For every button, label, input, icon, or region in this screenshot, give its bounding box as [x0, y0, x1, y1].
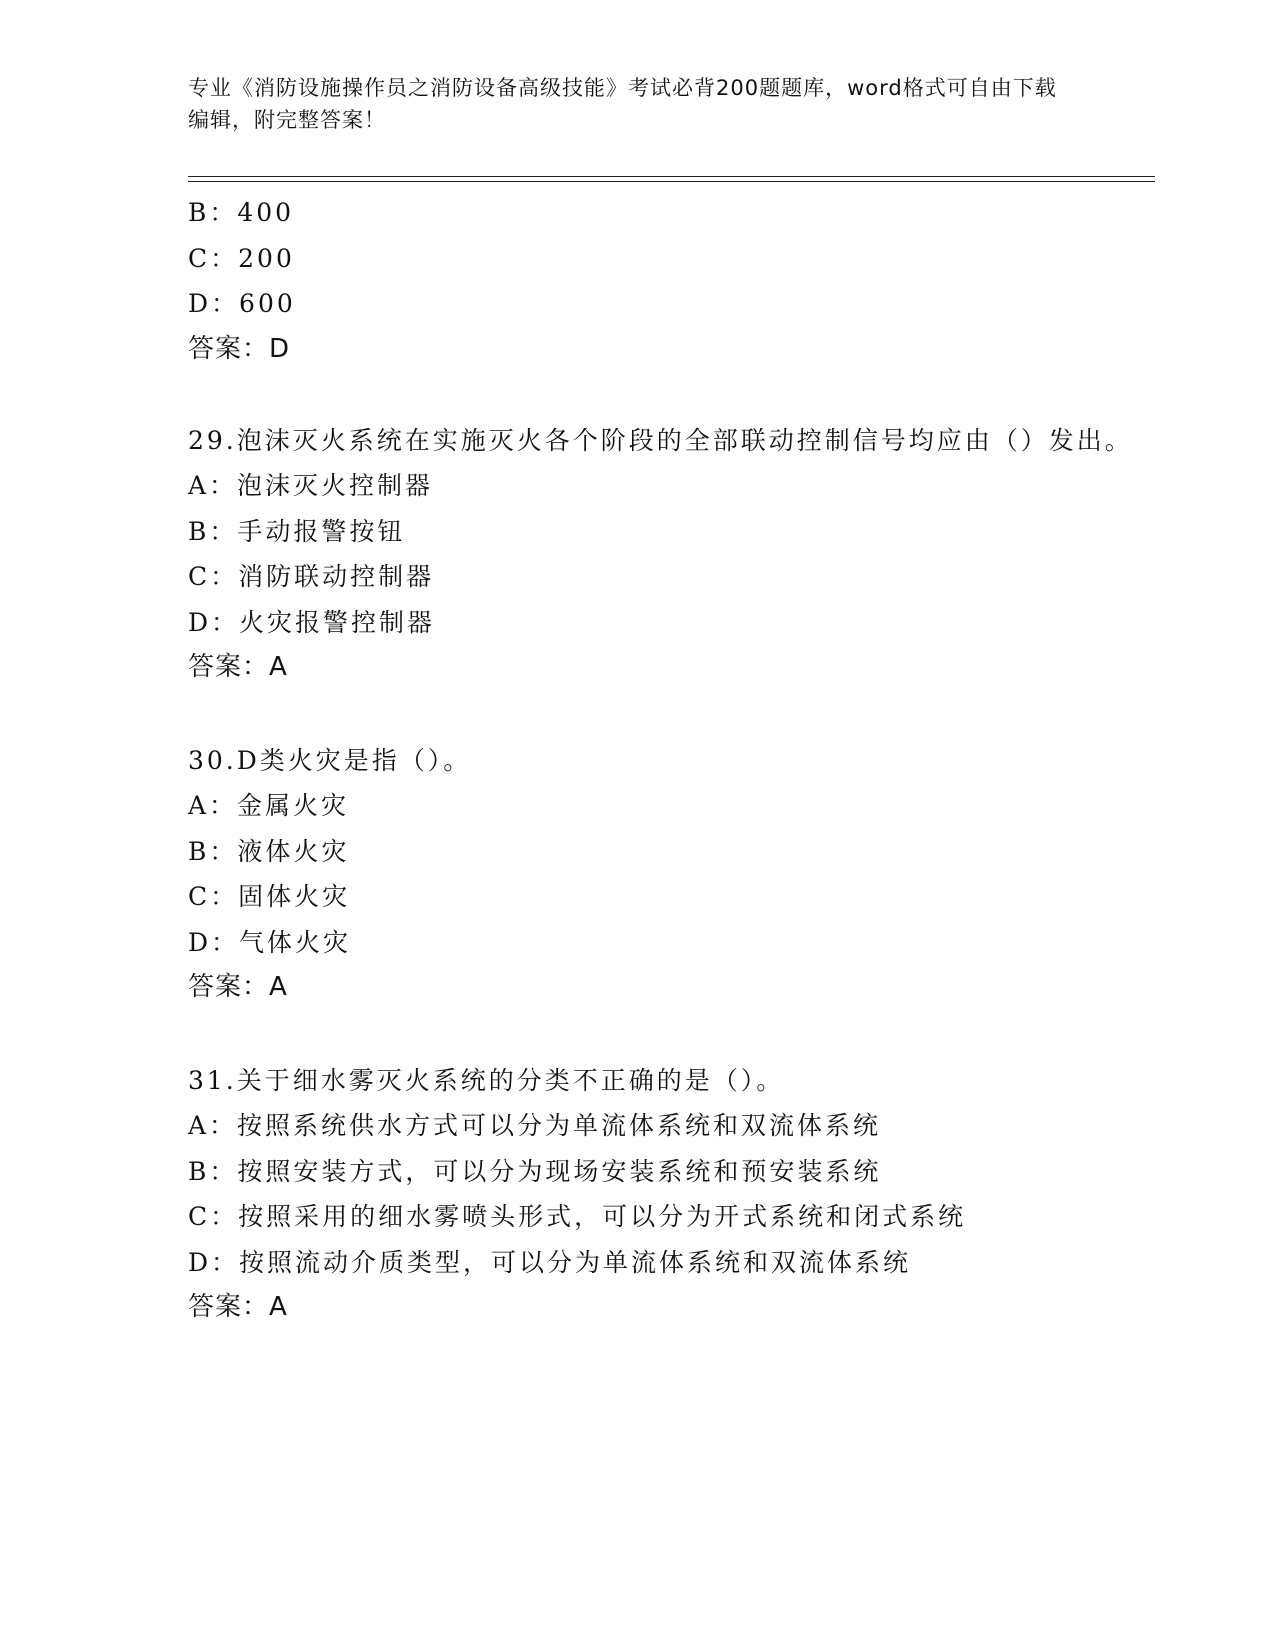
option-d: D：600 — [188, 289, 296, 318]
option-d: D：气体火灾 — [188, 927, 352, 957]
answer-label: 答案：A — [188, 1292, 288, 1322]
option-a: A：金属火灾 — [188, 791, 350, 820]
header-rule-top — [188, 176, 1155, 177]
question-29-title: 29.泡沫灭火系统在实施灭火各个阶段的全部联动控制信号均应由（）发出。 — [188, 426, 1133, 455]
option-c: C：消防联动控制器 — [188, 562, 435, 591]
header-rule-bottom — [188, 181, 1155, 182]
answer-label: 答案：D — [188, 333, 291, 364]
option-b: B：手动报警按钮 — [188, 516, 406, 546]
option-d: D：火灾报警控制器 — [188, 607, 436, 637]
answer-label: 答案：A — [188, 972, 288, 1002]
option-c: C：按照采用的细水雾喷头形式，可以分为开式系统和闭式系统 — [188, 1202, 967, 1231]
option-b: B：按照安装方式，可以分为现场安装系统和预安装系统 — [188, 1156, 882, 1186]
document-body — [188, 190, 1155, 1331]
page-header: 专业《消防设施操作员之消防设备高级技能》考试必背200题题库，word格式可自由下载编辑，附完整答案！ — [188, 76, 1057, 132]
option-b: B：液体火灾 — [188, 836, 350, 866]
question-31-title: 31.关于细水雾灭火系统的分类不正确的是（）。 — [188, 1065, 785, 1095]
option-a: A：按照系统供水方式可以分为单流体系统和双流体系统 — [188, 1111, 882, 1140]
option-d: D：按照流动介质类型，可以分为单流体系统和双流体系统 — [188, 1247, 912, 1277]
question-30-title: 30.D类火灾是指（）。 — [188, 745, 472, 775]
answer-label: 答案：A — [188, 652, 288, 682]
option-c: C：固体火灾 — [188, 882, 351, 911]
option-c: C：200 — [188, 243, 295, 273]
option-a: A：泡沫灭火控制器 — [188, 471, 434, 500]
option-b: B：400 — [188, 198, 295, 227]
